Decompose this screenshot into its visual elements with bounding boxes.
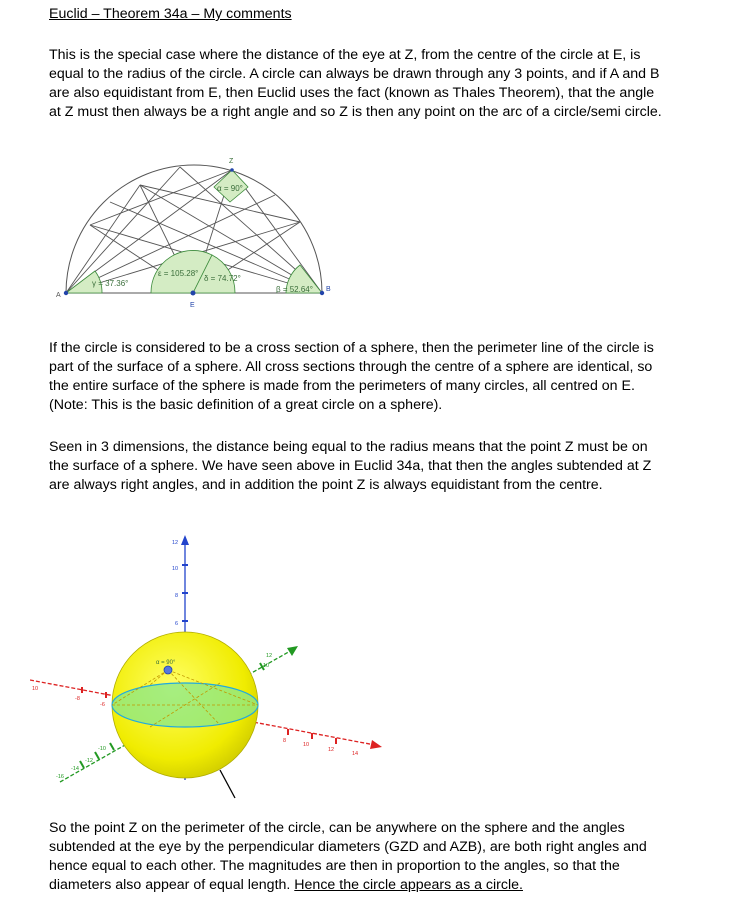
angle-gamma-label: γ = 37.36° (92, 279, 129, 288)
x-tick-neg6: -6 (100, 702, 105, 708)
x-tick-14: 14 (352, 751, 359, 757)
conclusion-underlined: Hence the circle appears as a circle. (294, 877, 523, 893)
point-Z (230, 168, 234, 172)
y-tick-10: 10 (263, 663, 270, 669)
semicircle-diagram (30, 150, 350, 320)
normal-line (220, 770, 235, 798)
y-axis-arrow (287, 646, 298, 656)
angle-delta-label: δ = 74.72° (204, 274, 241, 283)
point-Z-sphere (164, 666, 172, 674)
paragraph-cross-section: If the circle is considered to be a cross section of a sphere, then the perimeter line of the circle is part of the surface of a sphere. All cross sections through the centre of a sphere are identical, so the entire surface of the sphere is made from the perimeters of many circles, all centred on E. (Note: This is the basic definition of a great circle on a sphere). (49, 340, 654, 413)
x-tick-neg8: -8 (75, 696, 80, 702)
x-tick-8: 8 (283, 738, 287, 744)
angle-beta-label: β = 52.64° (276, 285, 313, 294)
point-B (320, 291, 324, 295)
x-tick-12: 12 (328, 747, 335, 753)
y-tick-neg10: -10 (98, 746, 106, 752)
sphere-diagram (30, 530, 390, 810)
page-title: Euclid – Theorem 34a – My comments (49, 6, 292, 22)
point-A (64, 291, 68, 295)
x-tick-neg10: 10 (32, 686, 39, 692)
y-tick-neg12: -12 (85, 758, 93, 764)
z-tick-6: 6 (175, 621, 179, 627)
angle-epsilon-label: ε = 105.28° (158, 269, 199, 278)
label-E: E (190, 302, 195, 309)
y-tick-neg16: -16 (56, 774, 64, 780)
angle-alpha-label: α = 90° (217, 184, 243, 193)
z-axis-arrow (181, 535, 189, 545)
label-A: A (56, 292, 61, 299)
paragraph-conclusion (49, 819, 669, 895)
label-B: B (326, 286, 331, 293)
y-tick-neg14: -14 (71, 766, 79, 772)
z-tick-10: 10 (172, 566, 179, 572)
x-axis-arrow (370, 740, 382, 749)
label-Z: Z (229, 158, 234, 165)
z-tick-12: 12 (172, 540, 179, 546)
sphere-angle-label: α = 90° (156, 660, 176, 666)
paragraph-intro: This is the special case where the distance of the eye at Z, from the centre of the circle at E, is equal to the radius of the circle. A circle can always be drawn through any 3 points, and if A and B are also equidistant from E, then Euclid uses the fact (known as Thales Theorem), that the angle at Z must then always be a right angle and so Z is then any point on the arc of a circle/semi circle. (49, 47, 662, 120)
y-tick-12: 12 (266, 653, 273, 659)
z-tick-8: 8 (175, 593, 179, 599)
point-E (191, 291, 196, 296)
x-tick-10: 10 (303, 742, 310, 748)
conclusion-text: So the point Z on the perimeter of the circle, can be anywhere on the sphere and the angles subtended at the eye by the perpendicular diameters (GZD and AZB), are both right angles and hence equal to each other. The magnitudes are then in proportion to the angles, so that the diameters also appear of equal length. (49, 820, 647, 893)
paragraph-three-dimensions: Seen in 3 dimensions, the distance being equal to the radius means that the point Z must be on the surface of a sphere. We have seen above in Euclid 34a, that then the angles subtended at Z are always right angles, and in addition the point Z is always equidistant from the centre. (49, 439, 652, 493)
